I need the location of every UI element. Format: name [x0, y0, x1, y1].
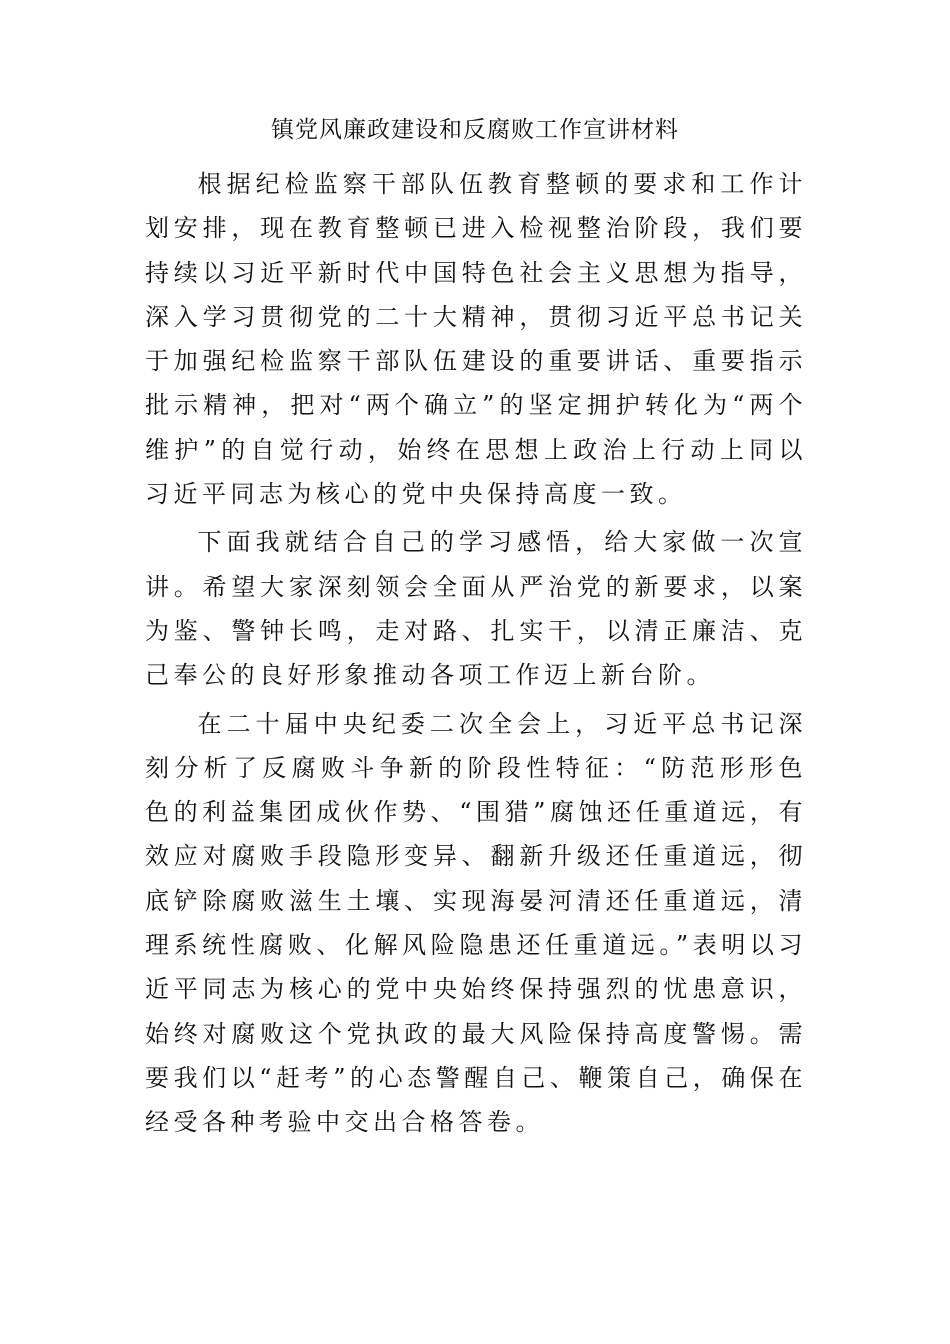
paragraph-2 — [145, 520, 807, 697]
paragraph-text: 下面我就结合自己的学习感悟，给大家做一次宣讲。希望大家深刻领会全面从严治党的新要求，以案为鉴、警钟长鸣，走对路、扎实干，以清正廉洁、克己奉公的良好形象推动各项工作迈上新台阶。 — [145, 528, 807, 690]
paragraph-text: 根据纪检监察干部队伍教育整顿的要求和工作计划安排，现在教育整顿已进入检视整治阶段，我们要持续以习近平新时代中国特色社会主义思想为指导，深入学习贯彻党的二十大精神，贯彻习近平总书记关于加强纪检监察干部队伍建设的重要讲话、重要指示批示精神，把对“两个确立”的坚定拥护转化为“两个维护”的自觉行动，始终在思想上政治上行动上同以习近平同志为核心的党中央保持高度一致。 — [145, 170, 807, 509]
document-title: 镇党风廉政建设和反腐败工作宣讲材料 — [271, 117, 679, 143]
paragraph-1 — [145, 162, 807, 516]
paragraph-3 — [145, 702, 807, 1145]
document-body — [145, 162, 807, 1145]
paragraph-text: 在二十届中央纪委二次全会上，习近平总书记深刻分析了反腐败斗争新的阶段性特征：“防范形形色色的利益集团成伙作势、“围猎”腐蚀还任重道远，有效应对腐败手段隐形变异、翻新升级还任重道远，彻底铲除腐败滋生土壤、实现海晏河清还任重道远，清理系统性腐败、化解风险隐患还任重道远。”表明以习近平同志为核心的党中央始终保持强烈的忧患意识，始终对腐败这个党执政的最大风险保持高度警惕。需要我们以“赶考”的心态警醒自己、鞭策自己，确保在经受各种考验中交出合格答卷。 — [145, 709, 807, 1137]
